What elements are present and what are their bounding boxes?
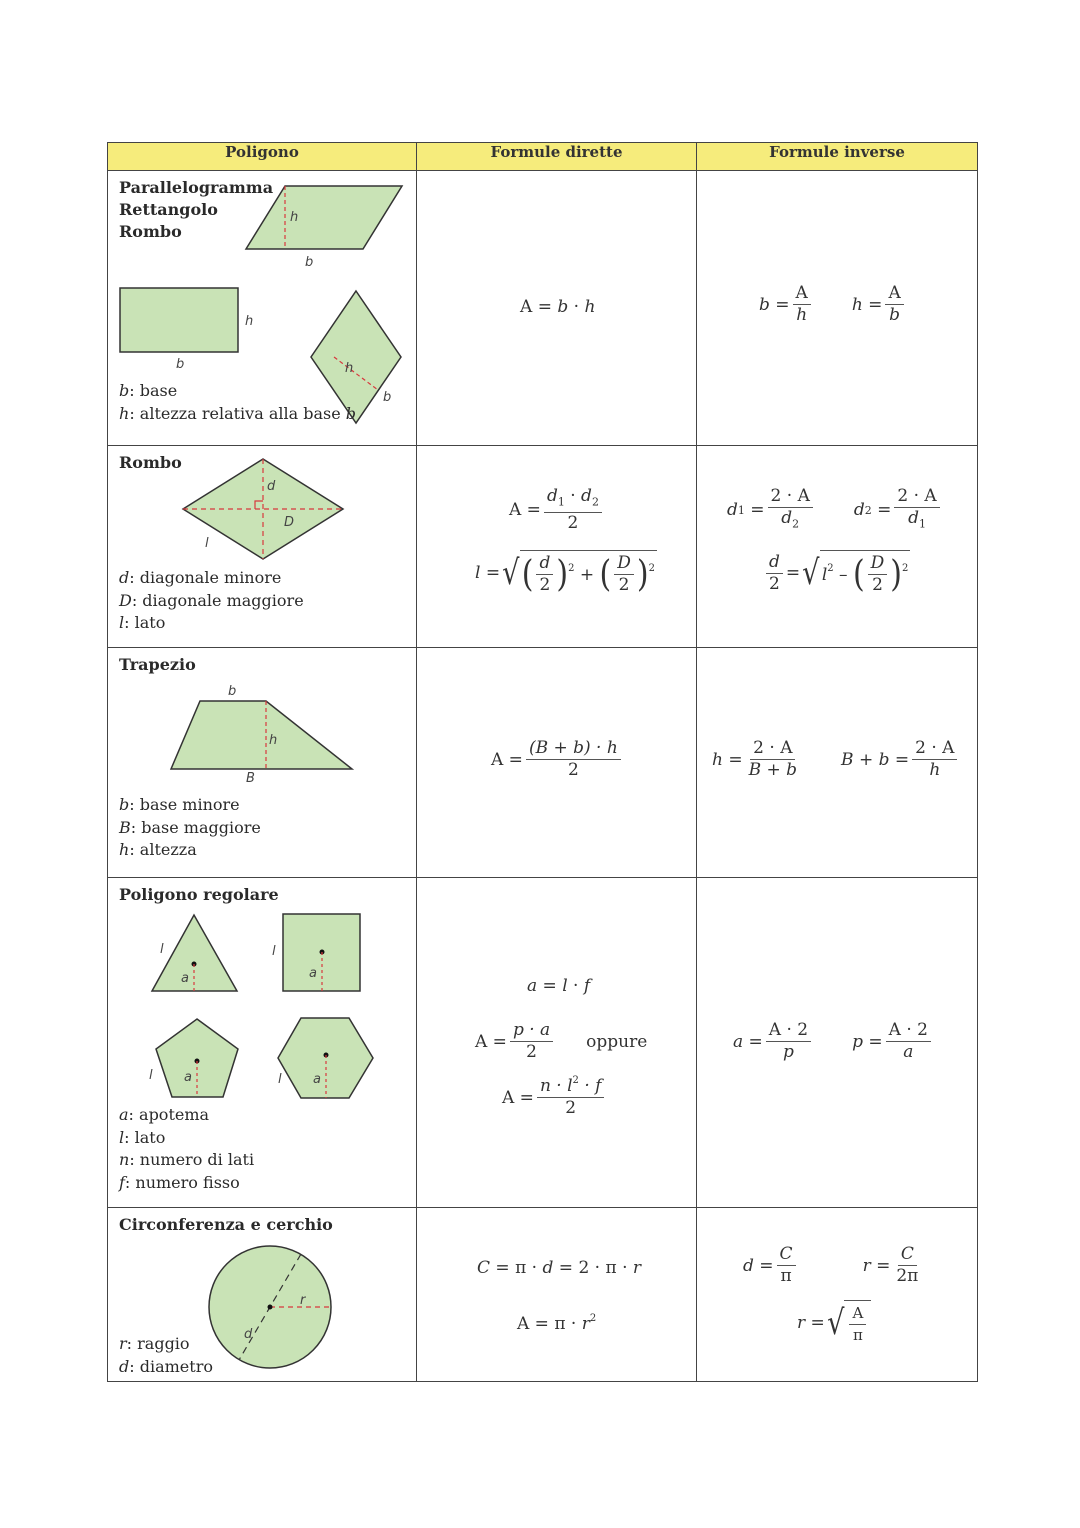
legend-line: B: base maggiore — [119, 817, 261, 837]
circumference-formula: C = π · d = 2 · π · r — [477, 1258, 642, 1278]
rhombus-label-h: h — [345, 361, 354, 376]
legend-line: l: lato — [119, 613, 166, 632]
legend-line: d: diagonale minore — [119, 568, 282, 587]
trapezium-legend — [119, 794, 261, 862]
regular-polygon-figure-cell — [108, 878, 417, 1208]
parallelogram-title: Parallelogramma Rettangolo Rombo — [119, 178, 274, 241]
legend-line: r: raggio — [119, 1334, 190, 1353]
rhombus-half-diagonal-formula: d 2 = √ l $^2$ – ( D 2 ) $^2$ — [763, 550, 910, 596]
parallelogram-inverse-formulas: b = A h h = A b — [759, 283, 907, 326]
header-polygon: Poligono — [108, 143, 417, 171]
rectangle-label-b: b — [176, 357, 185, 372]
legend-line: h: altezza — [119, 840, 197, 859]
rhombus-title: Rombo — [119, 453, 182, 472]
circle-label-d: d — [244, 1327, 253, 1342]
pentagon-label-l: l — [149, 1068, 153, 1083]
trapezium-label-b: b — [228, 684, 237, 699]
circle-area-formula: A = π · r $^2$ — [517, 1312, 597, 1334]
table-row — [108, 878, 978, 1208]
table-row — [108, 648, 978, 878]
legend-line: b: base — [119, 381, 178, 400]
rhombus-figure-cell — [108, 446, 417, 648]
parallelogram-area-formula: A = b · h — [520, 297, 596, 317]
trapezium-inverse-cell — [697, 648, 978, 878]
triangle-label-a: a — [181, 971, 189, 986]
polygon-formula-table — [107, 142, 978, 1382]
circle-figure-cell — [108, 1208, 417, 1382]
rhombus-side-formula: l = √ ( d 2 ) $^2$ + ( D 2 ) $^2$ — [475, 550, 657, 596]
table-header-row — [108, 143, 978, 171]
formula-sheet — [107, 142, 977, 1382]
table-row — [108, 1208, 978, 1382]
trapezium-area-formula: A = (B + b) · h 2 — [491, 738, 624, 781]
header-inverse-formulas: Formule inverse — [697, 143, 978, 171]
rhombus-direct-cell — [417, 446, 697, 648]
parallelogram-direct-cell — [417, 171, 697, 446]
legend-line: l: lato — [119, 1127, 166, 1147]
rhombus-label-D: D — [284, 515, 295, 530]
regular-area-formula-1: A = p · a 2 oppure — [475, 1020, 648, 1062]
regular-polygon-title: Poligono regolare — [119, 885, 279, 904]
rhombus-label-b: b — [383, 390, 392, 405]
rhombus-inverse-cell — [697, 446, 978, 648]
parallelogram-label-b: b — [305, 255, 314, 270]
trapezium-label-B: B — [246, 771, 255, 786]
hexagon-label-a: a — [313, 1072, 321, 1087]
trapezium-title: Trapezio — [119, 655, 196, 674]
regular-polygon-legend — [119, 1104, 254, 1194]
regular-inverse-formulas: a = A · 2 p p = A · 2 a — [733, 1020, 934, 1063]
header-direct-formulas: Formule dirette — [417, 143, 697, 171]
circle-radius-from-area: r = √ A π — [797, 1300, 871, 1346]
circle-legend — [119, 1333, 213, 1378]
trapezium-inverse-formulas: h = 2 · A B + b B + b = 2 · A h — [712, 738, 960, 781]
circle-inverse-cell — [697, 1208, 978, 1382]
parallelogram-inverse-cell — [697, 171, 978, 446]
pentagon-label-a: a — [184, 1070, 192, 1085]
circle-inverse-formulas: d = C π r = C 2π — [743, 1244, 919, 1286]
regular-polygon-direct-cell — [417, 878, 697, 1208]
trapezium-label-h: h — [269, 733, 278, 748]
square-label-l: l — [272, 944, 276, 959]
circle-title: Circonferenza e cerchio — [119, 1215, 333, 1234]
triangle-shape — [152, 915, 237, 991]
rhombus-legend — [119, 567, 304, 635]
trapezium-direct-cell — [417, 648, 697, 878]
legend-line: h: altezza relativa alla base b — [119, 403, 357, 423]
rhombus-area-formula: A = $d_1 \cdot d_2$ 2 — [509, 486, 605, 534]
legend-line: b: base minore — [119, 795, 240, 814]
legend-line: D: diagonale maggiore — [119, 590, 304, 610]
table-row — [108, 171, 978, 446]
apothem-formula: a = l · f — [527, 976, 591, 996]
parallelogram-figure-cell — [108, 171, 417, 446]
square-label-a: a — [309, 966, 317, 981]
legend-line: f: numero fisso — [119, 1172, 240, 1192]
legend-line: a: apotema — [119, 1105, 210, 1124]
rhombus-label-d: d — [267, 479, 276, 494]
rhombus-label-l: l — [205, 536, 209, 551]
hexagon-label-l: l — [278, 1072, 282, 1087]
trapezium-figure-cell — [108, 648, 417, 878]
circle-center — [268, 1305, 273, 1310]
circle-label-r: r — [300, 1293, 306, 1308]
triangle-label-l: l — [160, 942, 164, 957]
regular-polygon-inverse-cell — [697, 878, 978, 1208]
rhombus-diagonal-formulas: d 1 = 2 · A $d_2$ d 2 = 2 · A $d_1$ — [727, 486, 943, 534]
rectangle-label-h: h — [245, 314, 254, 329]
parallelogram-label-h: h — [290, 210, 299, 225]
rectangle-shape — [120, 288, 238, 352]
trapezium-shape — [171, 701, 352, 769]
regular-area-formula-2: A = $n \cdot l^2 \cdot f$ 2 — [502, 1076, 607, 1119]
legend-line: n: numero di lati — [119, 1150, 255, 1169]
parallelogram-legend — [119, 380, 356, 425]
table-row — [108, 446, 978, 648]
legend-line: d: diametro — [119, 1356, 213, 1376]
circle-direct-cell — [417, 1208, 697, 1382]
parallelogram-shape — [246, 186, 402, 249]
